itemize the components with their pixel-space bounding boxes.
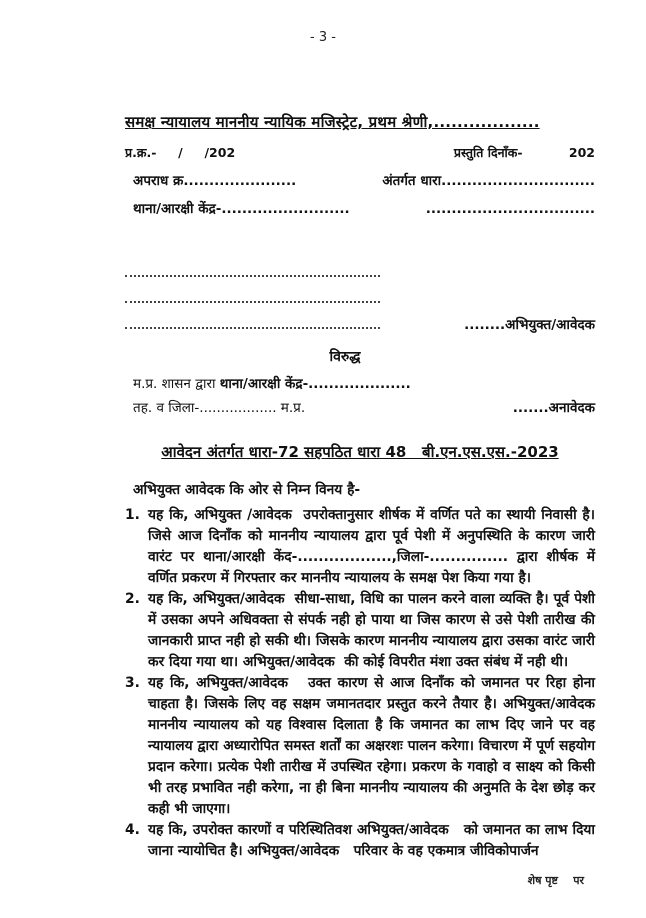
- respondent-station-text: थाना/आरक्षी केंद्र-....................: [219, 376, 411, 392]
- respondent-state-text: म.प्र. शासन द्वारा: [133, 376, 220, 392]
- page-number: - 3 -: [310, 30, 336, 45]
- document-content: [125, 112, 610, 862]
- accused-details-block: [125, 255, 595, 333]
- body-intro: अभियुक्त आवेदक कि ओर से निम्न विनय है-: [133, 482, 361, 498]
- application-body: [125, 480, 610, 862]
- accused-fill-line-3: [125, 307, 380, 329]
- under-section-fill: .................................: [425, 201, 595, 217]
- point-3-number: 3.: [125, 675, 140, 691]
- point-3-text: यह कि, अभियुक्त/आवेदक उक्त कारण से आज दिनाँक को जमानत पर रिहा होना चाहता है। जिसके लिए वह सक्षम जमानतदार प्रस्तुत करने तैयार है। अभियुक्त/आवेदक माननीय न्यायालय को यह विश्वास दिलाता है कि जमानत का लाभ दिए जाने पर वह न्यायालय द्वारा अध्यारोपित समस्त शर्तों का अक्षरशः पालन करेगा। विचारण में पूर्ण सहयोग प्रदान करेगा। प्रत्येक पेशी तारीख में उपस्थित रहेगा। प्रकरण के गवाहो व साक्ष्य को किसी भी तरह प्रभावित नही करेगा, ना ही बिना माननीय न्यायालय की अनुमति के देश छोड़ कर कही भी जाएगा।: [148, 675, 610, 817]
- point-1: [125, 505, 600, 589]
- continuation-note: शेष पृष्ट पर: [527, 874, 584, 887]
- accused-designation: ........अभियुक्त/आवेदक: [464, 317, 595, 333]
- case-number-label: प्र.क्र.- / /202: [125, 145, 236, 160]
- point-2: [125, 589, 600, 673]
- presentation-date-value: 202: [568, 145, 595, 160]
- point-3: [125, 673, 610, 820]
- respondent-line-1: [133, 374, 595, 392]
- under-section-label: अंतर्गत धारा..............................: [382, 173, 595, 189]
- accused-fill-line-2: [125, 281, 380, 303]
- respondent-line-2: [133, 398, 595, 416]
- police-station-label: थाना/आरक्षी केंद्र-.........................: [133, 201, 350, 217]
- accused-fill-row: [125, 307, 595, 333]
- versus-label: विरुद्ध: [329, 349, 361, 365]
- court-header: समक्ष न्यायालय माननीय न्यायिक मजिस्ट्रेट, प्रथम श्रेणी,..................: [125, 113, 540, 131]
- crime-meta-row: [125, 171, 595, 189]
- point-4-number: 4.: [125, 822, 140, 838]
- accused-fill-line-1: [125, 255, 380, 277]
- point-4-text: यह कि, उपरोक्त कारणों व परिस्थितिवश अभियुक्त/आवेदक को जमानत का लाभ दिया जाना न्यायोचित है। अभियुक्त/आवेदक परिवार के वह एकमात्र जीविकोपार्जन: [148, 822, 600, 859]
- station-meta-row: [125, 199, 595, 217]
- point-2-text: यह कि, अभियुक्त/आवेदक सीधा-साधा, विधि का पालन करने वाला व्यक्ति है। पूर्व पेशी में उसका अपने अधिवक्ता से संपर्क नही हो पाया था जिस कारण से उसे पेशी तारीख की जानकारी प्राप्त नही हो सकी थी। जिसके कारण माननीय न्यायालय द्वारा उसका वारंट जारी कर दिया गया था। अभियुक्त/आवेदक की कोई विपरीत मंशा उक्त संबंध में नही थी।: [148, 591, 600, 670]
- point-1-number: 1.: [125, 507, 140, 523]
- crime-number-label: अपराध क्र......................: [133, 173, 297, 189]
- case-meta-row: [125, 144, 595, 161]
- respondent-designation: .......अनावेदक: [512, 400, 595, 416]
- application-title: आवेदन अंतर्गत धारा-72 सहपठित धारा 48 बी.एन.एस.एस.-2023: [161, 443, 559, 461]
- point-2-number: 2.: [125, 591, 140, 607]
- presentation-date: [454, 144, 595, 161]
- respondent-block: [125, 374, 595, 416]
- respondent-district-text: तह. व जिला-.................. म.प्र.: [133, 400, 306, 416]
- point-4: [125, 820, 600, 862]
- presentation-date-label: प्रस्तुति दिनाँक-: [453, 145, 523, 160]
- point-1-text: यह कि, अभियुक्त /आवेदक उपरोक्तानुसार शीर्षक में वर्णित पते का स्थायी निवासी है। जिसे आज दिनाँक को माननीय न्यायालय द्वारा पूर्व पेशी में अनुपस्थिति के कारण जारी वारंट पर थाना/आरक्षी केंद-..................,जिला-............... द्वारा शीर्षक में वर्णित प्रकरण में गिरफ्तार कर माननीय न्यायालय के समक्ष पेश किया गया है।: [148, 507, 600, 586]
